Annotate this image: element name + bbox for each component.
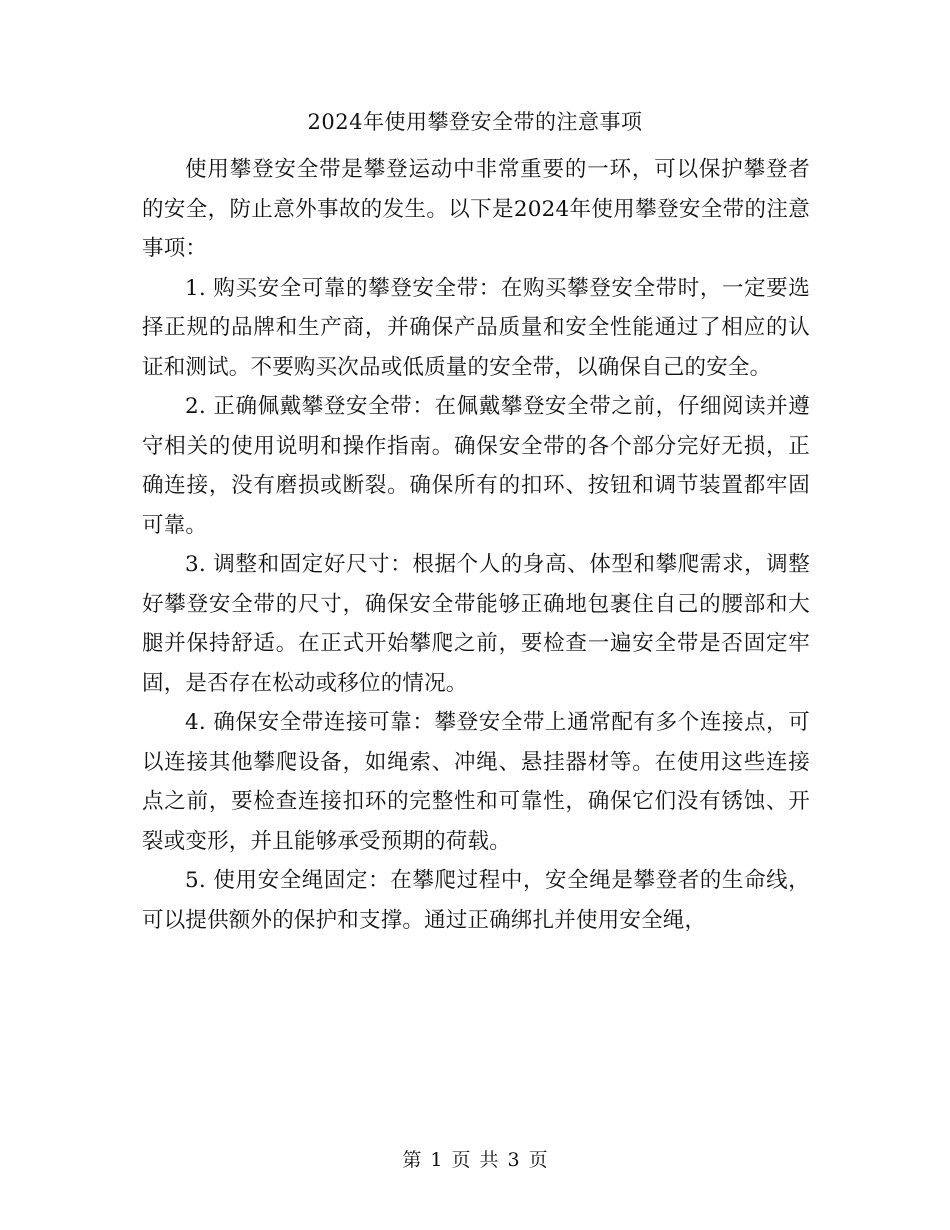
document-title: 2024年使用攀登安全带的注意事项 (307, 110, 643, 134)
paragraph-item-5: 5. 使用安全绳固定：在攀爬过程中，安全绳是攀登者的生命线，可以提供额外的保护和支撑。通过正确绑扎并使用安全绳， (142, 868, 810, 933)
document-body (142, 150, 810, 940)
intro-paragraph: 使用攀登安全带是攀登运动中非常重要的一环，可以保护攀登者的安全，防止意外事故的发生。以下是2024年使用攀登安全带的注意事项： (142, 157, 810, 261)
paragraph-item-3: 3. 调整和固定好尺寸：根据个人的身高、体型和攀爬需求，调整好攀登安全带的尺寸，确保安全带能够正确地包裹住自己的腰部和大腿并保持舒适。在正式开始攀爬之前，要检查一遍安全带是否固定牢固，是否存在松动或移位的情况。 (142, 552, 810, 696)
paragraph-item-4: 4. 确保安全带连接可靠：攀登安全带上通常配有多个连接点，可以连接其他攀爬设备，如绳索、冲绳、悬挂器材等。在使用这些连接点之前，要检查连接扣环的完整性和可靠性，确保它们没有锈蚀、开裂或变形，并且能够承受预期的荷载。 (142, 710, 810, 854)
paragraph-item-1: 1. 购买安全可靠的攀登安全带：在购买攀登安全带时，一定要选择正规的品牌和生产商，并确保产品质量和安全性能通过了相应的认证和测试。不要购买次品或低质量的安全带，以确保自己的安全。 (142, 275, 810, 380)
paragraph-item-2: 2. 正确佩戴攀登安全带：在佩戴攀登安全带之前，仔细阅读并遵守相关的使用说明和操作指南。确保安全带的各个部分完好无损，正确连接，没有磨损或断裂。确保所有的扣环、按钮和调节装置都牢固可靠。 (142, 394, 810, 538)
page-footer: 第 1 页 共 3 页 (402, 1149, 548, 1171)
